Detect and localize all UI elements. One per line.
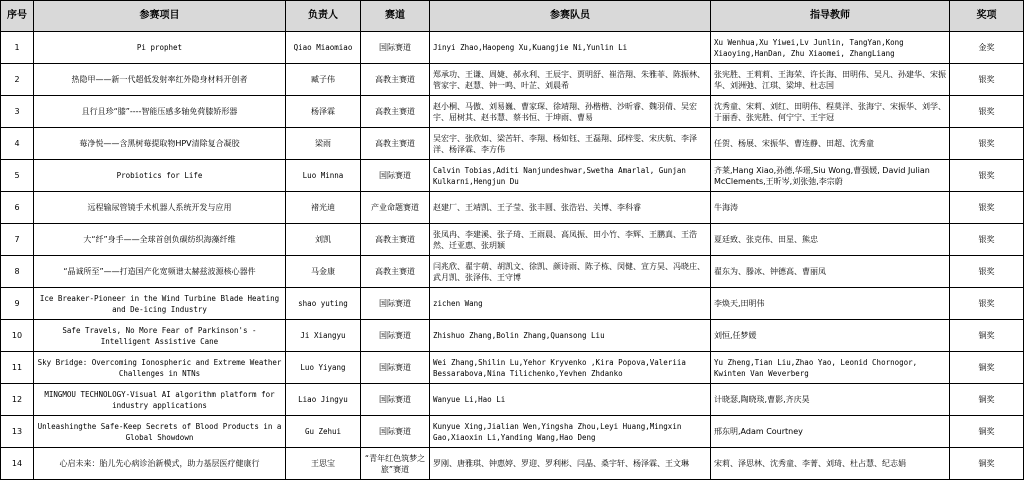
cell-teachers: Xu Wenhua,Xu Yiwei,Lv Junlin, TangYan,Kong Xiaoying,HanDan, Zhu Xiaomei, ZhangLiang xyxy=(711,32,950,64)
cell-project: 心启未来：胎儿先心病诊治新模式，助力基层医疗健康行 xyxy=(34,448,286,480)
cell-teachers: 张宪胜、王莉莉、王海荣、许长海、田明伟、吴凡、孙建华、宋振华、刘洲弛、江琪、梁坤、杜志国 xyxy=(711,64,950,96)
cell-award: 银奖 xyxy=(950,160,1024,192)
cell-project: 大“纤”身手——全球首创负碳纺织海藻纤维 xyxy=(34,224,286,256)
cell-project: 莓净悦——含黑树莓提取物HPV清除复合凝胶 xyxy=(34,128,286,160)
cell-leader: Luo Yiyang xyxy=(286,352,361,384)
table-row xyxy=(1,320,1024,352)
cell-project: Sky Bridge: Overcoming Ionospheric and Extreme Weather Challenges in NTNs xyxy=(34,352,286,384)
cell-track: 国际赛道 xyxy=(361,352,430,384)
table-row xyxy=(1,288,1024,320)
cell-award: 银奖 xyxy=(950,224,1024,256)
cell-teachers: 计晓瑟,陶晓琰,曹影,齐庆昊 xyxy=(711,384,950,416)
cell-members: 郑承功、王谦、周婕、郝永利、王辰宇、贾明舒、崔浩翔、朱雅菲、陈振林、管家宇、赵慧、钟一鸣、叶芷、刘晨希 xyxy=(430,64,711,96)
cell-project: 远程输尿管镜手术机器人系统开发与应用 xyxy=(34,192,286,224)
cell-track: “青年红色筑梦之旅”赛道 xyxy=(361,448,430,480)
cell-teachers: 夏廷致、张克伟、田星、熊忠 xyxy=(711,224,950,256)
cell-no: 13 xyxy=(1,416,34,448)
cell-leader: Ji Xiangyu xyxy=(286,320,361,352)
table-row xyxy=(1,64,1024,96)
header-leader: 负责人 xyxy=(286,1,361,32)
cell-no: 9 xyxy=(1,288,34,320)
cell-award: 银奖 xyxy=(950,288,1024,320)
cell-project: “晶诚所至”——打造国产化宽频谱太赫兹波源核心器件 xyxy=(34,256,286,288)
cell-award: 银奖 xyxy=(950,96,1024,128)
cell-members: 张凤冉、李建溪、张子琦、王雨晨、高凤振、田小竹、李辉、王鹏真、王浩然、迁亚惠、张玥颖 xyxy=(430,224,711,256)
cell-no: 14 xyxy=(1,448,34,480)
table-row xyxy=(1,256,1024,288)
header-project: 参赛项目 xyxy=(34,1,286,32)
cell-teachers: 任贺、杨展、宋振华、曹连静、田超、沈秀童 xyxy=(711,128,950,160)
header-row xyxy=(1,1,1024,32)
cell-track: 国际赛道 xyxy=(361,160,430,192)
cell-track: 高教主赛道 xyxy=(361,224,430,256)
cell-members: 闫兆欣、翟宇萌、胡凯文、徐凯、颜诗雨、陈子栋、闵健、宣方昊、冯晓庄、武月凯、张泽伟、王守博 xyxy=(430,256,711,288)
cell-award: 银奖 xyxy=(950,256,1024,288)
cell-project: Unleashingthe Safe-Keep Secrets of Blood Products in a Global Showdown xyxy=(34,416,286,448)
cell-members: Kunyue Xing,Jialian Wen,Yingsha Zhou,Leyi Huang,Mingxin Gao,Xiaoxin Li,Yanding Wang,Hao Deng xyxy=(430,416,711,448)
cell-members: 吴宏宇、张欣如、梁苦轩、李翔、杨如钰、王磊翔、邱梓雯、宋庆航、李泽洋、杨泽霖、李方伟 xyxy=(430,128,711,160)
header-teachers: 指导教师 xyxy=(711,1,950,32)
cell-track: 国际赛道 xyxy=(361,416,430,448)
cell-teachers: 刘恒,任梦媛 xyxy=(711,320,950,352)
cell-leader: Liao Jingyu xyxy=(286,384,361,416)
cell-members: 罗刚、唐雅琪、钟惠婷、罗迎、罗利彬、闫晶、桑宇轩、杨泽霖、王文琳 xyxy=(430,448,711,480)
cell-leader: Luo Minna xyxy=(286,160,361,192)
cell-leader: 臧子伟 xyxy=(286,64,361,96)
cell-teachers: 齐莱,Hang Xiao,孙德,华瑶,Siu Wong,曹强媛, David Julian McClements,王昕岑,刘张弛,李宗蔚 xyxy=(711,160,950,192)
table-row xyxy=(1,128,1024,160)
cell-award: 铜奖 xyxy=(950,384,1024,416)
table-row xyxy=(1,352,1024,384)
cell-no: 12 xyxy=(1,384,34,416)
cell-members: Wei Zhang,Shilin Lu,Yehor Kryvenko ,Kira Popova,Valeriia Bessarabova,Nina Tilichenko,Yevhen Zhdanko xyxy=(430,352,711,384)
table-row xyxy=(1,160,1024,192)
table-row xyxy=(1,192,1024,224)
cell-leader: 梁雨 xyxy=(286,128,361,160)
cell-track: 高教主赛道 xyxy=(361,128,430,160)
cell-award: 银奖 xyxy=(950,128,1024,160)
cell-teachers: 翟东为、滕冰、钟德高、曹丽凤 xyxy=(711,256,950,288)
cell-leader: 马金康 xyxy=(286,256,361,288)
cell-award: 铜奖 xyxy=(950,320,1024,352)
cell-teachers: 沈秀童、宋莉、刘红、田明伟、程莫洋、张海宁、宋振华、刘学、于丽香、张宪胜、何宁宁、王宇冠 xyxy=(711,96,950,128)
cell-track: 国际赛道 xyxy=(361,32,430,64)
cell-leader: 杨泽霖 xyxy=(286,96,361,128)
header-track: 赛道 xyxy=(361,1,430,32)
cell-leader: 褚光迪 xyxy=(286,192,361,224)
cell-project: Pi prophet xyxy=(34,32,286,64)
table-row xyxy=(1,416,1024,448)
table-row xyxy=(1,32,1024,64)
header-award: 奖项 xyxy=(950,1,1024,32)
header-no: 序号 xyxy=(1,1,34,32)
cell-teachers: Yu Zheng,Tian Liu,Zhao Yao, Leonid Chornogor, Kwinten Van Weverberg xyxy=(711,352,950,384)
cell-award: 金奖 xyxy=(950,32,1024,64)
cell-leader: Gu Zehui xyxy=(286,416,361,448)
table-body xyxy=(1,32,1024,480)
cell-award: 银奖 xyxy=(950,64,1024,96)
cell-no: 10 xyxy=(1,320,34,352)
cell-leader: 刘凯 xyxy=(286,224,361,256)
cell-no: 6 xyxy=(1,192,34,224)
cell-track: 产业命题赛道 xyxy=(361,192,430,224)
cell-no: 5 xyxy=(1,160,34,192)
cell-project: Probiotics for Life xyxy=(34,160,286,192)
cell-award: 银奖 xyxy=(950,192,1024,224)
table-row xyxy=(1,96,1024,128)
cell-no: 4 xyxy=(1,128,34,160)
cell-members: Wanyue Li,Hao Li xyxy=(430,384,711,416)
cell-leader: shao yuting xyxy=(286,288,361,320)
cell-award: 铜奖 xyxy=(950,352,1024,384)
header-members: 参赛队员 xyxy=(430,1,711,32)
cell-track: 高教主赛道 xyxy=(361,96,430,128)
cell-leader: 王思宝 xyxy=(286,448,361,480)
cell-track: 高教主赛道 xyxy=(361,256,430,288)
cell-project: 热隐甲——新一代超低发射率红外隐身材料开创者 xyxy=(34,64,286,96)
table-row xyxy=(1,384,1024,416)
cell-award: 铜奖 xyxy=(950,448,1024,480)
cell-no: 3 xyxy=(1,96,34,128)
cell-track: 国际赛道 xyxy=(361,320,430,352)
table-row xyxy=(1,224,1024,256)
cell-track: 国际赛道 xyxy=(361,384,430,416)
cell-teachers: 宋莉、泽思林、沈秀童、李菁、刘琦、杜占慧、纪志娟 xyxy=(711,448,950,480)
cell-members: 赵小桐、马傲、刘易巍、曹家琛、徐靖翔、孙楷楷、沙昕睿、魏羽倩、吴宏宇、屈树其、赵书慧、蔡书恒、于坤雨、曹易 xyxy=(430,96,711,128)
cell-no: 1 xyxy=(1,32,34,64)
cell-project: Safe Travels, No More Fear of Parkinson's - Intelligent Assistive Cane xyxy=(34,320,286,352)
cell-no: 2 xyxy=(1,64,34,96)
cell-project: 且行且珍“膝”----智能压感多轴免荷膝矫形器 xyxy=(34,96,286,128)
cell-project: Ice Breaker-Pioneer in the Wind Turbine Blade Heating and De-icing Industry xyxy=(34,288,286,320)
cell-award: 铜奖 xyxy=(950,416,1024,448)
cell-no: 7 xyxy=(1,224,34,256)
cell-no: 8 xyxy=(1,256,34,288)
cell-members: Zhishuo Zhang,Bolin Zhang,Quansong Liu xyxy=(430,320,711,352)
cell-members: zichen Wang xyxy=(430,288,711,320)
cell-teachers: 牛海涛 xyxy=(711,192,950,224)
table-row xyxy=(1,448,1024,480)
cell-members: Jinyi Zhao,Haopeng Xu,Kuangjie Ni,Yunlin Li xyxy=(430,32,711,64)
cell-track: 国际赛道 xyxy=(361,288,430,320)
cell-teachers: 邢东明,Adam Courtney xyxy=(711,416,950,448)
cell-members: Calvin Tobias,Aditi Nanjundeshwar,Swetha Amarlal, Gunjan Kulkarni,Hengjun Du xyxy=(430,160,711,192)
cell-leader: Qiao Miaomiao xyxy=(286,32,361,64)
cell-members: 赵建厂、王靖凯、王子莹、张丰圆、张浩岩、关博、李科睿 xyxy=(430,192,711,224)
cell-project: MINGMOU TECHNOLOGY-Visual AI algorithm platform for industry applications xyxy=(34,384,286,416)
cell-teachers: 李焕天,田明伟 xyxy=(711,288,950,320)
cell-track: 高教主赛道 xyxy=(361,64,430,96)
cell-no: 11 xyxy=(1,352,34,384)
